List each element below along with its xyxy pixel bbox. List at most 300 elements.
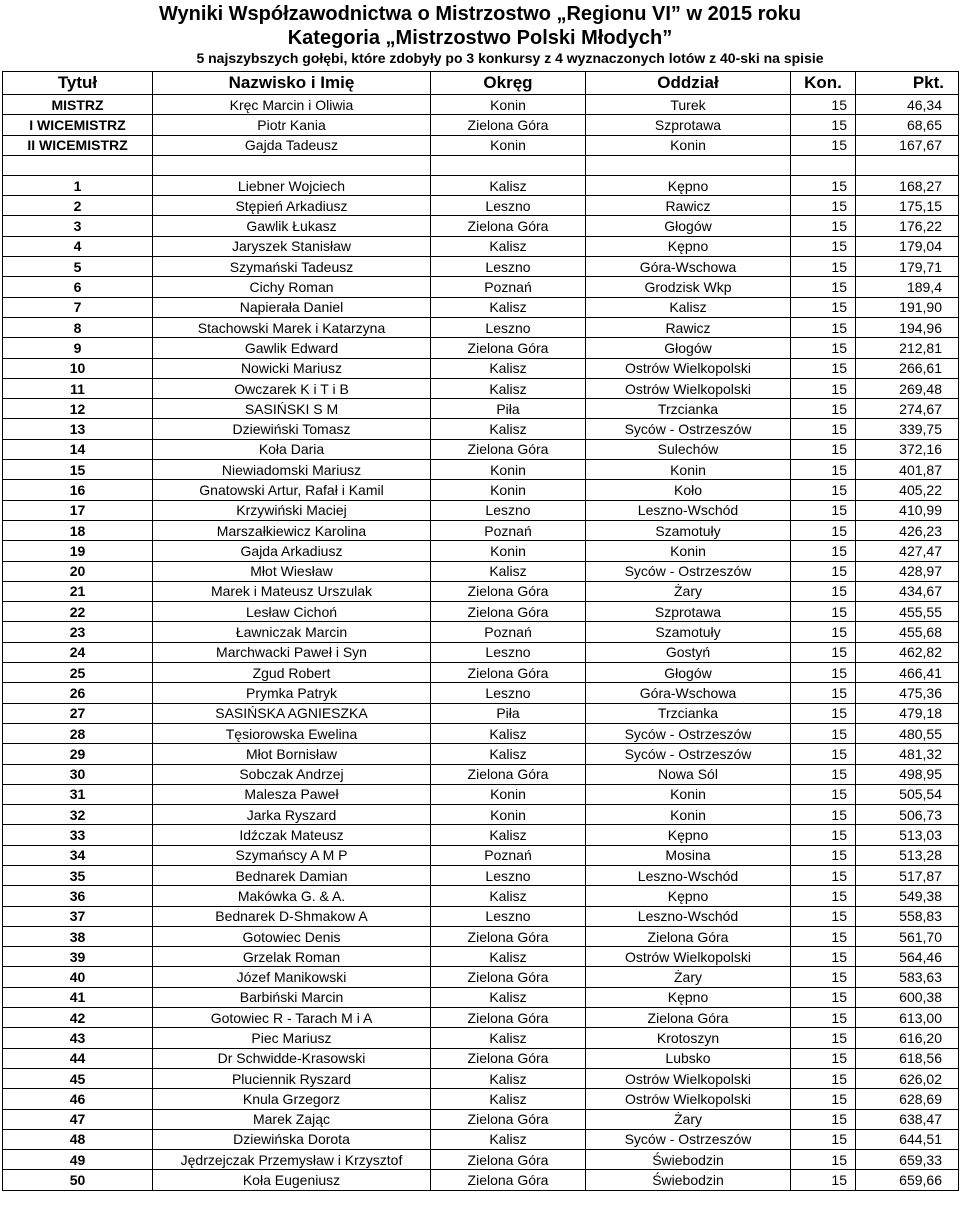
oddzial-cell: Turek xyxy=(586,95,791,115)
table-row xyxy=(3,723,959,743)
kon-cell: 15 xyxy=(791,236,856,256)
name-cell: Prymka Patryk xyxy=(153,683,431,703)
oddzial-cell: Leszno-Wschód xyxy=(586,906,791,926)
table-row xyxy=(3,216,959,236)
points-cell: 168,27 xyxy=(856,175,959,195)
kon-cell: 15 xyxy=(791,622,856,642)
position-cell: 20 xyxy=(3,561,153,581)
spacer-section xyxy=(3,155,959,175)
okreg-cell: Kalisz xyxy=(431,561,586,581)
column-header-okreg: Okręg xyxy=(431,72,586,95)
okreg-cell: Kalisz xyxy=(431,378,586,398)
table-row xyxy=(3,378,959,398)
table-row xyxy=(3,825,959,845)
oddzial-cell: Kępno xyxy=(586,175,791,195)
name-cell: Marchwacki Paweł i Syn xyxy=(153,642,431,662)
okreg-cell: Zielona Góra xyxy=(431,926,586,946)
kon-cell: 15 xyxy=(791,358,856,378)
points-cell: 428,97 xyxy=(856,561,959,581)
results-table xyxy=(2,71,959,1191)
kon-cell: 15 xyxy=(791,744,856,764)
table-row xyxy=(3,967,959,987)
position-cell: 3 xyxy=(3,216,153,236)
oddzial-cell: Syców - Ostrzeszów xyxy=(586,744,791,764)
table-row xyxy=(3,460,959,480)
kon-cell: 15 xyxy=(791,297,856,317)
table-row xyxy=(3,297,959,317)
position-cell: 30 xyxy=(3,764,153,784)
kon-cell: 15 xyxy=(791,825,856,845)
table-row xyxy=(3,744,959,764)
points-cell: 638,47 xyxy=(856,1109,959,1129)
okreg-cell: Kalisz xyxy=(431,297,586,317)
kon-cell: 15 xyxy=(791,277,856,297)
name-cell: Szymański Tadeusz xyxy=(153,257,431,277)
name-cell: Gawlik Łukasz xyxy=(153,216,431,236)
position-cell: 46 xyxy=(3,1089,153,1109)
name-cell: SASIŃSKI S M xyxy=(153,399,431,419)
name-cell: Pluciennik Ryszard xyxy=(153,1068,431,1088)
okreg-cell: Piła xyxy=(431,703,586,723)
kon-cell: 15 xyxy=(791,196,856,216)
position-cell: 28 xyxy=(3,723,153,743)
okreg-cell: Kalisz xyxy=(431,1028,586,1048)
points-cell: 167,67 xyxy=(856,135,959,155)
table-row xyxy=(3,947,959,967)
okreg-cell: Konin xyxy=(431,805,586,825)
criteria-subtitle: 5 najszybszych gołębi, które zdobyły po 3 konkursy z 4 wyznaczonych lotów z 40-ski na spisie xyxy=(196,50,824,66)
okreg-cell: Piła xyxy=(431,399,586,419)
oddzial-cell: Kępno xyxy=(586,886,791,906)
points-cell: 426,23 xyxy=(856,520,959,540)
table-row xyxy=(3,845,959,865)
position-cell: 31 xyxy=(3,784,153,804)
points-cell: 194,96 xyxy=(856,317,959,337)
name-cell: Gotowiec Denis xyxy=(153,926,431,946)
points-cell: 434,67 xyxy=(856,581,959,601)
kon-cell: 15 xyxy=(791,967,856,987)
position-cell: 18 xyxy=(3,520,153,540)
champion-row xyxy=(3,135,959,155)
name-cell: Stachowski Marek i Katarzyna xyxy=(153,317,431,337)
spacer-cell xyxy=(856,155,959,175)
points-cell: 498,95 xyxy=(856,764,959,784)
points-cell: 401,87 xyxy=(856,460,959,480)
okreg-cell: Kalisz xyxy=(431,175,586,195)
oddzial-cell: Trzcianka xyxy=(586,399,791,419)
points-cell: 659,66 xyxy=(856,1170,959,1190)
position-cell: 45 xyxy=(3,1068,153,1088)
kon-cell: 15 xyxy=(791,216,856,236)
kon-cell: 15 xyxy=(791,115,856,135)
oddzial-cell: Syców - Ostrzeszów xyxy=(586,723,791,743)
kon-cell: 15 xyxy=(791,642,856,662)
points-cell: 583,63 xyxy=(856,967,959,987)
position-cell: 7 xyxy=(3,297,153,317)
kon-cell: 15 xyxy=(791,419,856,439)
name-cell: Koła Eugeniusz xyxy=(153,1170,431,1190)
okreg-cell: Zielona Góra xyxy=(431,1048,586,1068)
kon-cell: 15 xyxy=(791,561,856,581)
position-cell: 47 xyxy=(3,1109,153,1129)
column-header-pkt: Pkt. xyxy=(856,72,959,95)
oddzial-cell: Trzcianka xyxy=(586,703,791,723)
name-cell: Młot Wiesław xyxy=(153,561,431,581)
position-cell: 42 xyxy=(3,1008,153,1028)
okreg-cell: Poznań xyxy=(431,277,586,297)
oddzial-cell: Rawicz xyxy=(586,196,791,216)
champions-section xyxy=(3,95,959,156)
name-cell: Idźczak Mateusz xyxy=(153,825,431,845)
okreg-cell: Kalisz xyxy=(431,1129,586,1149)
name-cell: Koła Daria xyxy=(153,439,431,459)
name-cell: Dziewińska Dorota xyxy=(153,1129,431,1149)
position-cell: 2 xyxy=(3,196,153,216)
okreg-cell: Leszno xyxy=(431,865,586,885)
oddzial-cell: Ostrów Wielkopolski xyxy=(586,1089,791,1109)
kon-cell: 15 xyxy=(791,947,856,967)
points-cell: 513,03 xyxy=(856,825,959,845)
table-row xyxy=(3,1028,959,1048)
okreg-cell: Zielona Góra xyxy=(431,764,586,784)
okreg-cell: Kalisz xyxy=(431,723,586,743)
oddzial-cell: Żary xyxy=(586,1109,791,1129)
table-row xyxy=(3,257,959,277)
kon-cell: 15 xyxy=(791,541,856,561)
okreg-cell: Leszno xyxy=(431,906,586,926)
page-title: Wyniki Współzawodnictwa o Mistrzostwo „Regionu VI” w 2015 roku xyxy=(159,3,801,25)
oddzial-cell: Syców - Ostrzeszów xyxy=(586,1129,791,1149)
okreg-cell: Konin xyxy=(431,460,586,480)
kon-cell: 15 xyxy=(791,1150,856,1170)
name-cell: Jarka Ryszard xyxy=(153,805,431,825)
table-header-row xyxy=(3,72,959,95)
name-cell: Gotowiec R - Tarach M i A xyxy=(153,1008,431,1028)
points-cell: 506,73 xyxy=(856,805,959,825)
okreg-cell: Kalisz xyxy=(431,1068,586,1088)
kon-cell: 15 xyxy=(791,1048,856,1068)
table-row xyxy=(3,338,959,358)
points-cell: 274,67 xyxy=(856,399,959,419)
oddzial-cell: Konin xyxy=(586,135,791,155)
points-cell: 613,00 xyxy=(856,1008,959,1028)
table-row xyxy=(3,541,959,561)
name-cell: Liebner Wojciech xyxy=(153,175,431,195)
table-row xyxy=(3,358,959,378)
okreg-cell: Poznań xyxy=(431,520,586,540)
spacer-cell xyxy=(431,155,586,175)
document-header xyxy=(0,0,960,66)
category-title: Kategoria „Mistrzostwo Polski Młodych” xyxy=(287,27,673,49)
position-cell: 29 xyxy=(3,744,153,764)
name-cell: Kręc Marcin i Oliwia xyxy=(153,95,431,115)
okreg-cell: Konin xyxy=(431,135,586,155)
name-cell: Sobczak Andrzej xyxy=(153,764,431,784)
position-cell: 19 xyxy=(3,541,153,561)
oddzial-cell: Głogów xyxy=(586,216,791,236)
oddzial-cell: Ostrów Wielkopolski xyxy=(586,378,791,398)
kon-cell: 15 xyxy=(791,663,856,683)
points-cell: 628,69 xyxy=(856,1089,959,1109)
position-cell: 24 xyxy=(3,642,153,662)
name-cell: Cichy Roman xyxy=(153,277,431,297)
okreg-cell: Poznań xyxy=(431,845,586,865)
name-cell: Jaryszek Stanisław xyxy=(153,236,431,256)
kon-cell: 15 xyxy=(791,257,856,277)
kon-cell: 15 xyxy=(791,1170,856,1190)
points-cell: 212,81 xyxy=(856,338,959,358)
okreg-cell: Kalisz xyxy=(431,1089,586,1109)
position-cell: 13 xyxy=(3,419,153,439)
okreg-cell: Leszno xyxy=(431,257,586,277)
name-cell: Lesław Cichoń xyxy=(153,602,431,622)
champion-title-cell: II WICEMISTRZ xyxy=(3,135,153,155)
oddzial-cell: Syców - Ostrzeszów xyxy=(586,561,791,581)
kon-cell: 15 xyxy=(791,500,856,520)
position-cell: 16 xyxy=(3,480,153,500)
name-cell: Młot Bornisław xyxy=(153,744,431,764)
position-cell: 36 xyxy=(3,886,153,906)
points-cell: 266,61 xyxy=(856,358,959,378)
okreg-cell: Leszno xyxy=(431,500,586,520)
name-cell: Napierała Daniel xyxy=(153,297,431,317)
points-cell: 46,34 xyxy=(856,95,959,115)
points-cell: 179,71 xyxy=(856,257,959,277)
okreg-cell: Zielona Góra xyxy=(431,1008,586,1028)
okreg-cell: Leszno xyxy=(431,196,586,216)
oddzial-cell: Mosina xyxy=(586,845,791,865)
points-cell: 269,48 xyxy=(856,378,959,398)
points-cell: 600,38 xyxy=(856,987,959,1007)
kon-cell: 15 xyxy=(791,845,856,865)
okreg-cell: Kalisz xyxy=(431,236,586,256)
position-cell: 43 xyxy=(3,1028,153,1048)
points-cell: 189,4 xyxy=(856,277,959,297)
name-cell: Malesza Paweł xyxy=(153,784,431,804)
kon-cell: 15 xyxy=(791,480,856,500)
okreg-cell: Kalisz xyxy=(431,947,586,967)
points-cell: 68,65 xyxy=(856,115,959,135)
okreg-cell: Zielona Góra xyxy=(431,338,586,358)
points-cell: 659,33 xyxy=(856,1150,959,1170)
position-cell: 35 xyxy=(3,865,153,885)
name-cell: Gnatowski Artur, Rafał i Kamil xyxy=(153,480,431,500)
oddzial-cell: Głogów xyxy=(586,663,791,683)
okreg-cell: Zielona Góra xyxy=(431,1150,586,1170)
position-cell: 14 xyxy=(3,439,153,459)
okreg-cell: Zielona Góra xyxy=(431,1170,586,1190)
points-cell: 339,75 xyxy=(856,419,959,439)
position-cell: 5 xyxy=(3,257,153,277)
oddzial-cell: Sulechów xyxy=(586,439,791,459)
oddzial-cell: Ostrów Wielkopolski xyxy=(586,1068,791,1088)
name-cell: Niewiadomski Mariusz xyxy=(153,460,431,480)
oddzial-cell: Kępno xyxy=(586,236,791,256)
oddzial-cell: Leszno-Wschód xyxy=(586,500,791,520)
oddzial-cell: Szprotawa xyxy=(586,602,791,622)
points-cell: 455,68 xyxy=(856,622,959,642)
points-cell: 644,51 xyxy=(856,1129,959,1149)
okreg-cell: Zielona Góra xyxy=(431,663,586,683)
table-row xyxy=(3,764,959,784)
points-cell: 175,15 xyxy=(856,196,959,216)
table-row xyxy=(3,1048,959,1068)
spacer-cell xyxy=(791,155,856,175)
points-cell: 405,22 xyxy=(856,480,959,500)
kon-cell: 15 xyxy=(791,1129,856,1149)
kon-cell: 15 xyxy=(791,1028,856,1048)
spacer-row xyxy=(3,155,959,175)
kon-cell: 15 xyxy=(791,886,856,906)
kon-cell: 15 xyxy=(791,784,856,804)
kon-cell: 15 xyxy=(791,460,856,480)
kon-cell: 15 xyxy=(791,317,856,337)
name-cell: Knula Grzegorz xyxy=(153,1089,431,1109)
okreg-cell: Leszno xyxy=(431,317,586,337)
okreg-cell: Zielona Góra xyxy=(431,581,586,601)
position-cell: 44 xyxy=(3,1048,153,1068)
position-cell: 23 xyxy=(3,622,153,642)
name-cell: Gawlik Edward xyxy=(153,338,431,358)
points-cell: 549,38 xyxy=(856,886,959,906)
points-cell: 505,54 xyxy=(856,784,959,804)
table-row xyxy=(3,1008,959,1028)
points-cell: 618,56 xyxy=(856,1048,959,1068)
okreg-cell: Zielona Góra xyxy=(431,115,586,135)
name-cell: Szymańscy A M P xyxy=(153,845,431,865)
okreg-cell: Konin xyxy=(431,541,586,561)
oddzial-cell: Świebodzin xyxy=(586,1150,791,1170)
table-row xyxy=(3,865,959,885)
champion-title-cell: MISTRZ xyxy=(3,95,153,115)
table-row xyxy=(3,1089,959,1109)
okreg-cell: Konin xyxy=(431,784,586,804)
okreg-cell: Poznań xyxy=(431,622,586,642)
position-cell: 22 xyxy=(3,602,153,622)
oddzial-cell: Konin xyxy=(586,541,791,561)
kon-cell: 15 xyxy=(791,683,856,703)
oddzial-cell: Kępno xyxy=(586,987,791,1007)
position-cell: 4 xyxy=(3,236,153,256)
okreg-cell: Leszno xyxy=(431,683,586,703)
column-header-kon: Kon. xyxy=(791,72,856,95)
oddzial-cell: Zielona Góra xyxy=(586,926,791,946)
name-cell: Józef Manikowski xyxy=(153,967,431,987)
position-cell: 40 xyxy=(3,967,153,987)
column-header-oddzial: Oddział xyxy=(586,72,791,95)
spacer-cell xyxy=(153,155,431,175)
kon-cell: 15 xyxy=(791,581,856,601)
oddzial-cell: Góra-Wschowa xyxy=(586,683,791,703)
table-row xyxy=(3,1150,959,1170)
oddzial-cell: Nowa Sól xyxy=(586,764,791,784)
position-cell: 27 xyxy=(3,703,153,723)
position-cell: 12 xyxy=(3,399,153,419)
kon-cell: 15 xyxy=(791,703,856,723)
oddzial-cell: Szamotuły xyxy=(586,520,791,540)
name-cell: Tęsiorowska Ewelina xyxy=(153,723,431,743)
name-cell: Ławniczak Marcin xyxy=(153,622,431,642)
position-cell: 9 xyxy=(3,338,153,358)
table-row xyxy=(3,683,959,703)
position-cell: 21 xyxy=(3,581,153,601)
name-cell: Zgud Robert xyxy=(153,663,431,683)
oddzial-cell: Świebodzin xyxy=(586,1170,791,1190)
kon-cell: 15 xyxy=(791,338,856,358)
name-cell: Grzelak Roman xyxy=(153,947,431,967)
okreg-cell: Zielona Góra xyxy=(431,1109,586,1129)
position-cell: 50 xyxy=(3,1170,153,1190)
kon-cell: 15 xyxy=(791,175,856,195)
name-cell: Makówka G. & A. xyxy=(153,886,431,906)
oddzial-cell: Szamotuły xyxy=(586,622,791,642)
points-cell: 462,82 xyxy=(856,642,959,662)
position-cell: 39 xyxy=(3,947,153,967)
okreg-cell: Zielona Góra xyxy=(431,216,586,236)
table-row xyxy=(3,663,959,683)
points-cell: 179,04 xyxy=(856,236,959,256)
table-row xyxy=(3,277,959,297)
okreg-cell: Zielona Góra xyxy=(431,439,586,459)
oddzial-cell: Konin xyxy=(586,784,791,804)
kon-cell: 15 xyxy=(791,95,856,115)
okreg-cell: Kalisz xyxy=(431,987,586,1007)
oddzial-cell: Ostrów Wielkopolski xyxy=(586,358,791,378)
kon-cell: 15 xyxy=(791,520,856,540)
kon-cell: 15 xyxy=(791,805,856,825)
position-cell: 41 xyxy=(3,987,153,1007)
points-cell: 558,83 xyxy=(856,906,959,926)
table-row xyxy=(3,520,959,540)
column-header-name: Nazwisko i Imię xyxy=(153,72,431,95)
okreg-cell: Zielona Góra xyxy=(431,967,586,987)
kon-cell: 15 xyxy=(791,1008,856,1028)
oddzial-cell: Krotoszyn xyxy=(586,1028,791,1048)
points-cell: 191,90 xyxy=(856,297,959,317)
table-row xyxy=(3,622,959,642)
oddzial-cell: Głogów xyxy=(586,338,791,358)
oddzial-cell: Rawicz xyxy=(586,317,791,337)
position-cell: 26 xyxy=(3,683,153,703)
name-cell: Piec Mariusz xyxy=(153,1028,431,1048)
name-cell: Stępień Arkadiusz xyxy=(153,196,431,216)
points-cell: 455,55 xyxy=(856,602,959,622)
kon-cell: 15 xyxy=(791,399,856,419)
name-cell: Marek i Mateusz Urszulak xyxy=(153,581,431,601)
kon-cell: 15 xyxy=(791,602,856,622)
okreg-cell: Kalisz xyxy=(431,825,586,845)
points-cell: 427,47 xyxy=(856,541,959,561)
kon-cell: 15 xyxy=(791,1089,856,1109)
ranking-section xyxy=(3,175,959,1190)
spacer-cell xyxy=(3,155,153,175)
oddzial-cell: Kępno xyxy=(586,825,791,845)
kon-cell: 15 xyxy=(791,865,856,885)
name-cell: Bednarek D-Shmakow A xyxy=(153,906,431,926)
table-row xyxy=(3,196,959,216)
spacer-cell xyxy=(586,155,791,175)
oddzial-cell: Konin xyxy=(586,460,791,480)
kon-cell: 15 xyxy=(791,764,856,784)
points-cell: 466,41 xyxy=(856,663,959,683)
table-row xyxy=(3,1068,959,1088)
okreg-cell: Kalisz xyxy=(431,419,586,439)
points-cell: 479,18 xyxy=(856,703,959,723)
points-cell: 481,32 xyxy=(856,744,959,764)
okreg-cell: Kalisz xyxy=(431,358,586,378)
name-cell: Bednarek Damian xyxy=(153,865,431,885)
points-cell: 176,22 xyxy=(856,216,959,236)
